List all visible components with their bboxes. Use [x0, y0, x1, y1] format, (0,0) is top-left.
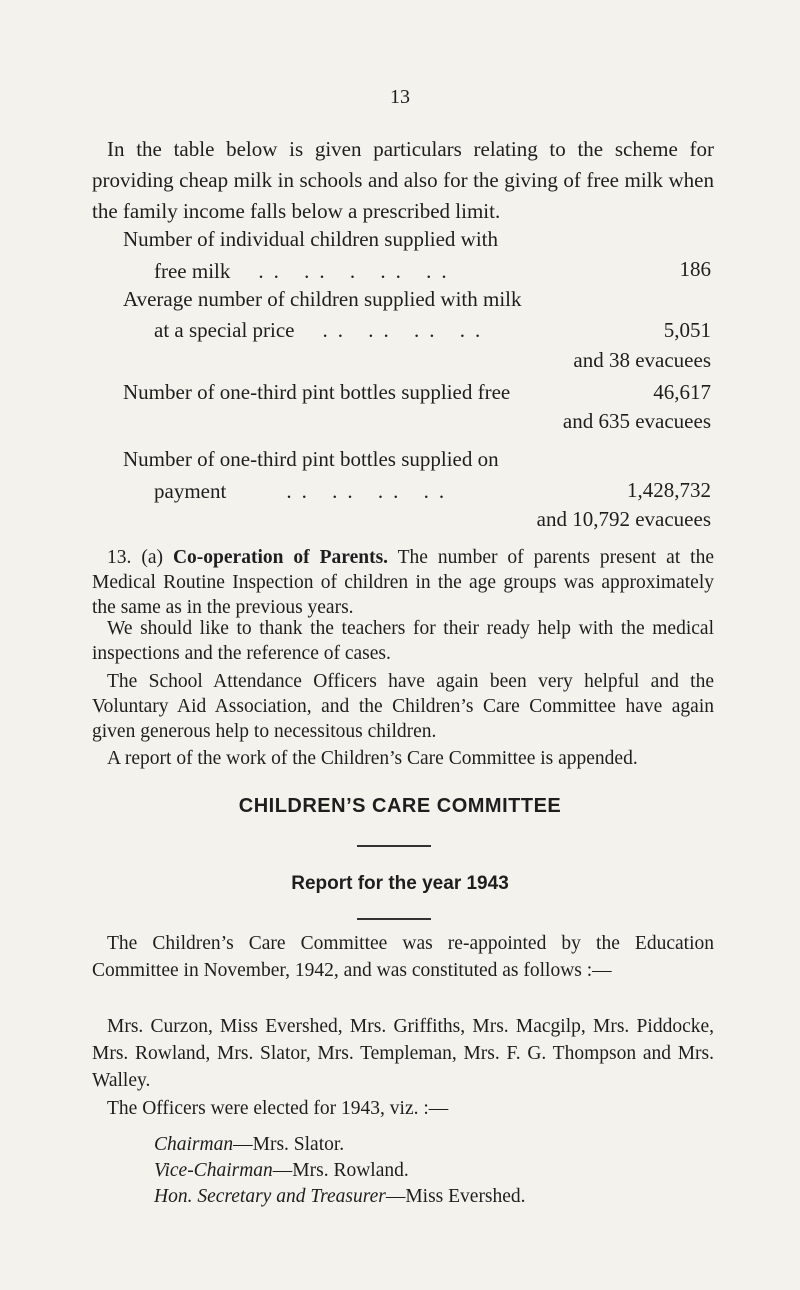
attendance-paragraph: The School Attendance Officers have again been very helpful and the Voluntary Aid Association, and the Children’s Care Committee have again given generous help to necessitous children. [92, 671, 714, 742]
row2-value: 5,051 [663, 318, 711, 342]
row3-note: and 635 evacuees [562, 409, 711, 433]
members-paragraph: Mrs. Curzon, Miss Evershed, Mrs. Griffiths, Mrs. Macgilp, Mrs. Piddocke, Mrs. Rowland, Mrs. Slator, Mrs. Templeman, Mrs. F. G. Thompson and Mrs. Walley. [92, 1016, 714, 1091]
row2-label: at a special price [154, 318, 295, 342]
row4-label-line1: Number of one-third pint bottles supplied on [123, 447, 499, 471]
row4-leader: .. .. .. .. [286, 479, 455, 503]
row2-note: and 38 evacuees [573, 348, 711, 372]
row1-label-line2 [154, 256, 457, 286]
section-title: Co-operation of Parents. [172, 547, 389, 568]
divider-bottom [357, 918, 431, 920]
secretary-name: —Miss Evershed. [385, 1186, 526, 1207]
row2-label-line2 [154, 315, 490, 345]
row4-label: payment [154, 479, 227, 503]
section-sub: (a) [141, 547, 163, 568]
row2-leader: .. .. .. .. [322, 318, 491, 342]
row1-label: free milk [154, 259, 231, 283]
row1-leader: .. .. . .. .. [258, 259, 457, 283]
row1-label-line1: Number of individual children supplied with [123, 227, 499, 251]
row4-value: 1,428,732 [627, 478, 711, 502]
row1-value: 186 [679, 257, 711, 281]
row4-note: and 10,792 evacuees [536, 507, 711, 531]
row3-label: Number of one-third pint bottles supplied free [123, 380, 511, 404]
report-paragraph: A report of the work of the Children’s Care Committee is appended. [107, 748, 638, 769]
row2-label-line1: Average number of children supplied with milk [123, 287, 522, 311]
officer-chairman [154, 1132, 344, 1157]
officers-intro: The Officers were elected for 1943, viz. :— [107, 1098, 449, 1119]
vice-chairman-role: Vice-Chairman [154, 1160, 273, 1181]
divider-top [357, 845, 431, 847]
teachers-paragraph: We should like to thank the teachers for their ready help with the medical inspections and the reference of cases. [92, 618, 714, 664]
section-number: 13. [107, 547, 132, 568]
secretary-role: Hon. Secretary and Treasurer [154, 1186, 386, 1207]
row3-value: 46,617 [653, 380, 711, 404]
report-heading: Report for the year 1943 [291, 873, 509, 894]
intro-paragraph: In the table below is given particulars relating to the scheme for providing cheap milk in schools and also for the giving of free milk when the family income falls below a prescribed limit. [92, 137, 714, 223]
officer-secretary [154, 1184, 526, 1209]
reappointed-paragraph: The Children’s Care Committee was re-appointed by the Education Committee in November, 1942, and was constituted as follows :— [92, 933, 714, 981]
officer-vice-chairman [154, 1158, 409, 1183]
section-text: The number of parents present at the Medical Routine Inspection of children in the age groups was approximately the same as in the previous years. [92, 547, 715, 618]
section-13-paragraph [92, 545, 714, 620]
page-number: 13 [390, 86, 410, 108]
chairman-name: —Mrs. Slator. [233, 1134, 345, 1155]
chairman-role: Chairman [154, 1134, 234, 1155]
vice-chairman-name: —Mrs. Rowland. [272, 1160, 409, 1181]
committee-heading: CHILDREN’S CARE COMMITTEE [238, 795, 562, 817]
row4-label-line2 [154, 476, 454, 506]
